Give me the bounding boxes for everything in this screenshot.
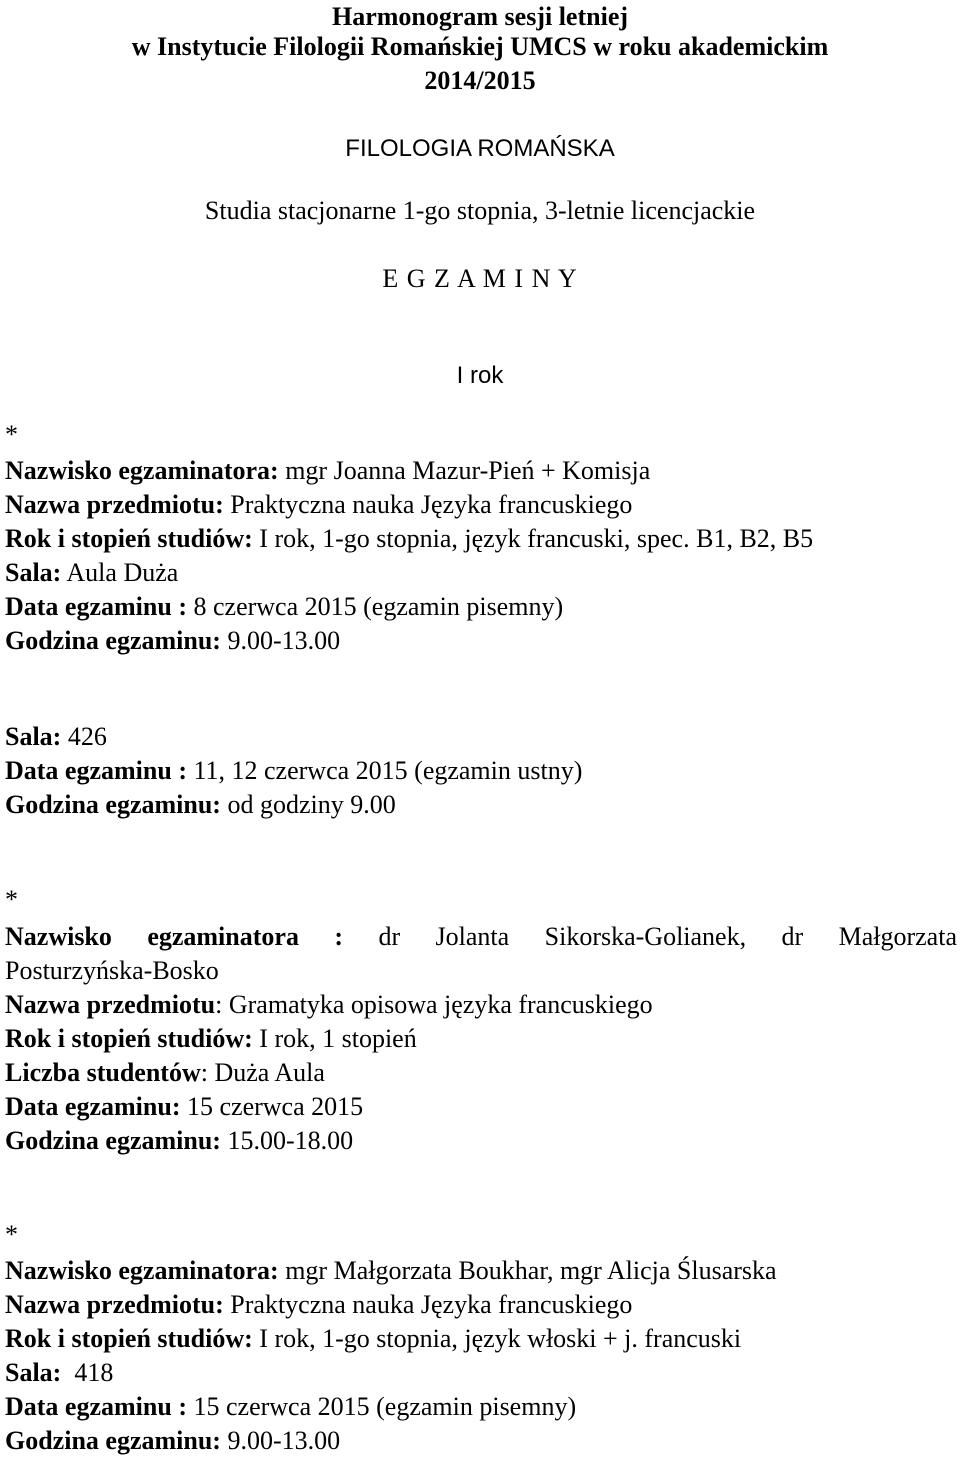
entry-3-date: Data egzaminu : 15 czerwca 2015 (egzamin pisemny) bbox=[5, 1392, 577, 1421]
entry-2-subject: Nazwa przedmiotu: Gramatyka opisowa języka francuskiego bbox=[5, 990, 653, 1019]
document-title-line-2: w Instytucie Filologii Romańskiej UMCS w roku akademickim bbox=[131, 32, 829, 61]
entry-3-room: Sala: 418 bbox=[5, 1358, 114, 1387]
section-heading: FILOLOGIA ROMAŃSKA bbox=[345, 135, 615, 162]
entry-3-year: Rok i stopień studiów: I rok, 1-go stopnia, język włoski + j. francuski bbox=[5, 1324, 742, 1353]
entry-2-examiner: Nazwisko egzaminatora : dr Jolanta Sikorska-Golianek, dr Małgorzata bbox=[5, 922, 957, 951]
entry-2-examiner-continued: Posturzyńska-Bosko bbox=[5, 956, 219, 985]
entry-1-room: Sala: Aula Duża bbox=[5, 558, 179, 587]
entry-1-date: Data egzaminu : 8 czerwca 2015 (egzamin pisemny) bbox=[5, 592, 564, 621]
entry-separator: * bbox=[5, 885, 18, 914]
entry-2-year: Rok i stopień studiów: I rok, 1 stopień bbox=[5, 1024, 417, 1053]
year-heading: I rok bbox=[456, 362, 504, 389]
entry-2-time: Godzina egzaminu: 15.00-18.00 bbox=[5, 1126, 354, 1155]
entry-2-date: Data egzaminu: 15 czerwca 2015 bbox=[5, 1092, 364, 1121]
entry-1-examiner: Nazwisko egzaminatora: mgr Joanna Mazur-Pień + Komisja bbox=[5, 456, 651, 485]
entry-1-room-2: Sala: 426 bbox=[5, 722, 107, 751]
document-title-line-3: 2014/2015 bbox=[424, 66, 536, 95]
entry-separator: * bbox=[5, 420, 18, 449]
entry-1-subject: Nazwa przedmiotu: Praktyczna nauka Języka francuskiego bbox=[5, 490, 633, 519]
entry-3-subject: Nazwa przedmiotu: Praktyczna nauka Języka francuskiego bbox=[5, 1290, 633, 1319]
entry-1-date-2: Data egzaminu : 11, 12 czerwca 2015 (egzamin ustny) bbox=[5, 756, 583, 785]
document-title-line-1: Harmonogram sesji letniej bbox=[331, 2, 629, 31]
entry-1-time: Godzina egzaminu: 9.00-13.00 bbox=[5, 626, 341, 655]
entry-separator: * bbox=[5, 1220, 18, 1249]
entry-1-year: Rok i stopień studiów: I rok, 1-go stopnia, język francuski, spec. B1, B2, B5 bbox=[5, 524, 814, 553]
entry-3-examiner: Nazwisko egzaminatora: mgr Małgorzata Boukhar, mgr Alicja Ślusarska bbox=[5, 1256, 777, 1285]
exams-heading: E G Z A M I N Y bbox=[382, 264, 578, 293]
studies-heading: Studia stacjonarne 1-go stopnia, 3-letnie licencjackie bbox=[204, 196, 756, 225]
entry-3-time: Godzina egzaminu: 9.00-13.00 bbox=[5, 1426, 341, 1455]
entry-1-time-2: Godzina egzaminu: od godziny 9.00 bbox=[5, 790, 396, 819]
entry-2-students: Liczba studentów: Duża Aula bbox=[5, 1058, 325, 1087]
